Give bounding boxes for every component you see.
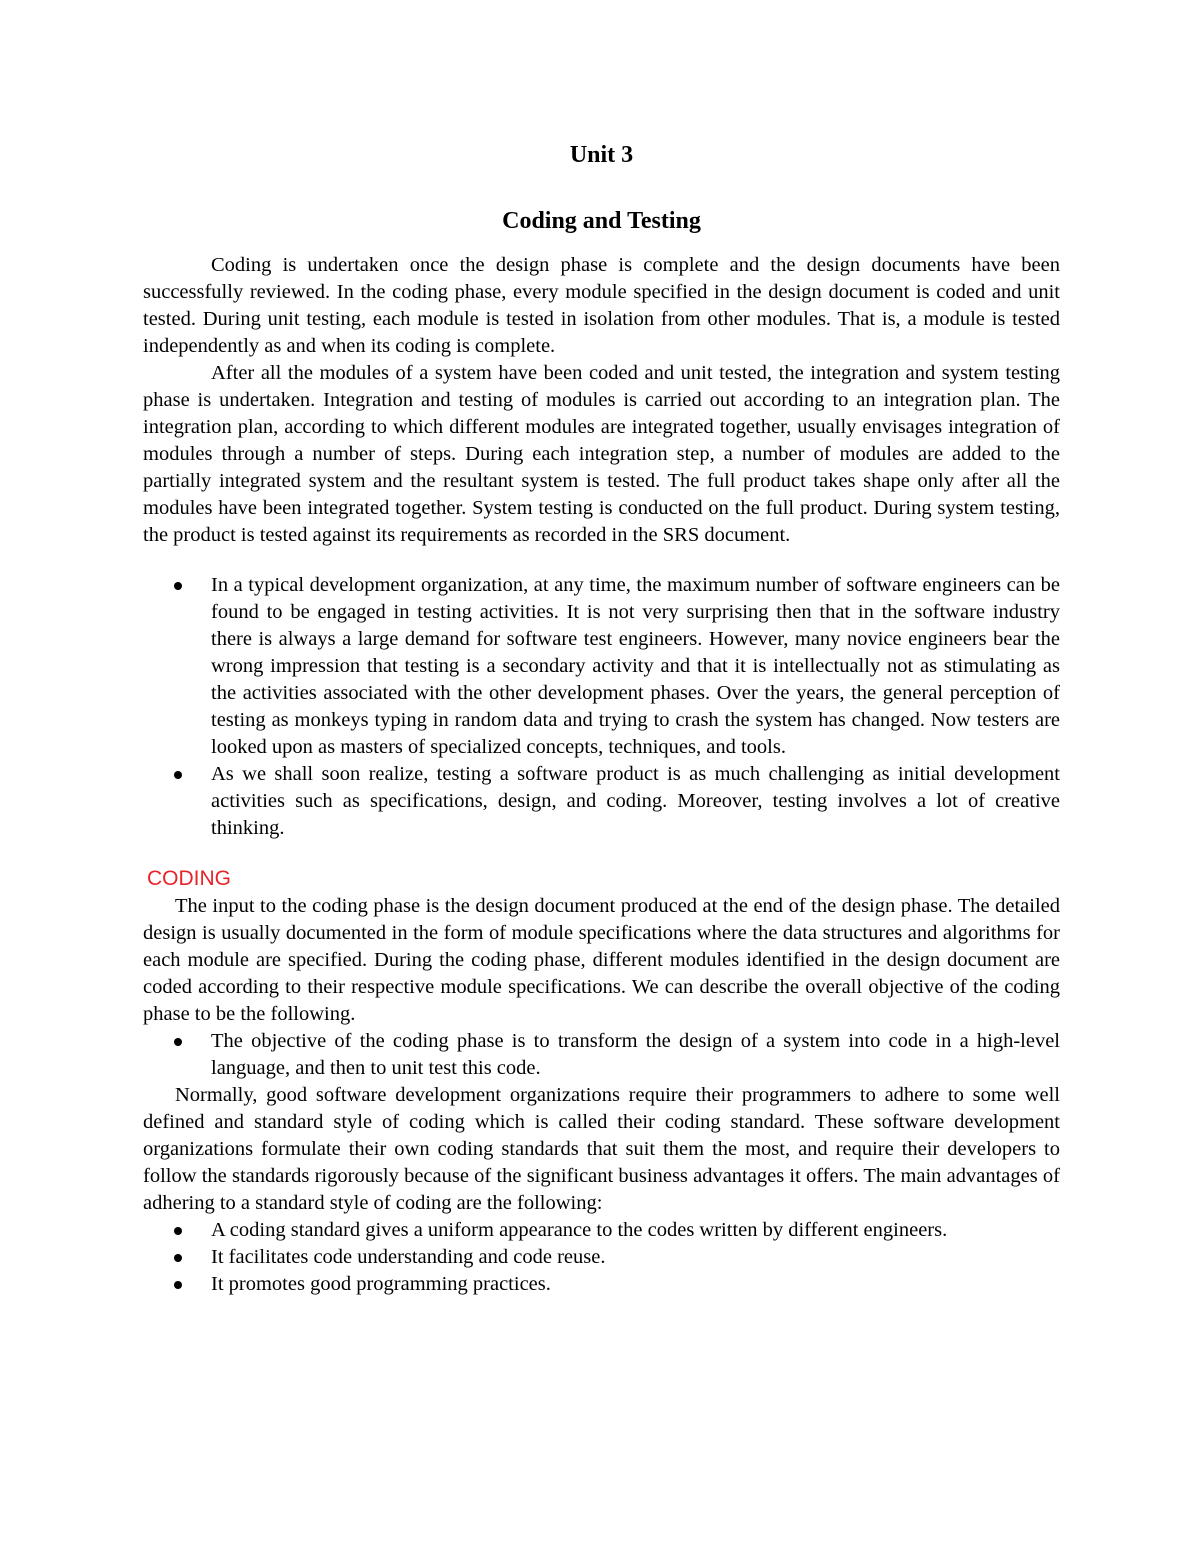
list-item [143, 1028, 1060, 1082]
list-item-text: In a typical development organization, at any time, the maximum number of software engineers can be found to be engaged in testing activities. It is not very surprising then that in the software industry there is always a large demand for software test engineers. However, many novice engineers bear the wrong impression that testing is a secondary activity and that it is intellectually not as stimulating as the activities associated with the other development phases. Over the years, the general perception of testing as monkeys typing in random data and trying to crash the system has changed. Now testers are looked upon as masters of specialized concepts, techniques, and tools. [211, 574, 1060, 758]
intro-paragraph: After all the modules of a system have been coded and unit tested, the integration and system testing phase is undertaken. Integration and testing of modules is carried out according to an integration plan. The integration plan, according to which different modules are integrated together, usually envisages integration of modules through a number of steps. During each integration step, a number of modules are added to the partially integrated system and the resultant system is tested. The full product takes shape only after all the modules have been integrated together. System testing is conducted on the full product. During system testing, the product is tested against its requirements as recorded in the SRS document. [143, 362, 1060, 546]
bullet-icon [174, 1281, 182, 1289]
list-item-text: It facilitates code understanding and code reuse. [211, 1246, 606, 1268]
list-item [143, 761, 1060, 842]
bullet-icon [174, 771, 182, 779]
objective-bullet-list [143, 1028, 1060, 1082]
bullet-icon [174, 582, 182, 590]
list-item [143, 1271, 1060, 1298]
standards-paragraph: Normally, good software development organizations require their programmers to adhere to some well defined and standard style of coding which is called their coding standard. These software development organizations formulate their own coding standards that suit them the most, and require their developers to follow the standards rigorously because of the significant business advantages it offers. The main advantages of adhering to a standard style of coding are the following: [143, 1084, 1060, 1214]
list-item-text: As we shall soon realize, testing a software product is as much challenging as initial development activities such as specifications, design, and coding. Moreover, testing involves a lot of creative thinking. [211, 763, 1060, 839]
bullet-icon [174, 1254, 182, 1262]
list-item-text: It promotes good programming practices. [211, 1273, 551, 1295]
bullet-icon [174, 1038, 182, 1046]
list-item-text: A coding standard gives a uniform appearance to the codes written by different engineers. [211, 1219, 948, 1241]
testing-bullet-list [143, 572, 1060, 842]
coding-paragraph: The input to the coding phase is the design document produced at the end of the design phase. The detailed design is usually documented in the form of module specifications where the data structures and algorithms for each module are specified. During the coding phase, different modules identified in the design document are coded according to their respective module specifications. We can describe the overall objective of the coding phase to be the following. [143, 895, 1060, 1025]
list-item [143, 572, 1060, 761]
list-item-text: The objective of the coding phase is to transform the design of a system into code in a high-level language, and then to unit test this code. [211, 1030, 1060, 1079]
section-title: Coding and Testing [502, 208, 701, 234]
intro-paragraph: Coding is undertaken once the design phase is complete and the design documents have been successfully reviewed. In the coding phase, every module specified in the design document is coded and unit tested. During unit testing, each module is tested in isolation from other modules. That is, a module is tested independently as and when its coding is complete. [143, 254, 1060, 357]
coding-heading: CODING [147, 867, 231, 890]
unit-title: Unit 3 [569, 142, 634, 168]
document-page [143, 140, 1060, 1298]
bullet-icon [174, 1227, 182, 1235]
list-item [143, 1244, 1060, 1271]
advantages-bullet-list [143, 1217, 1060, 1298]
list-item [143, 1217, 1060, 1244]
